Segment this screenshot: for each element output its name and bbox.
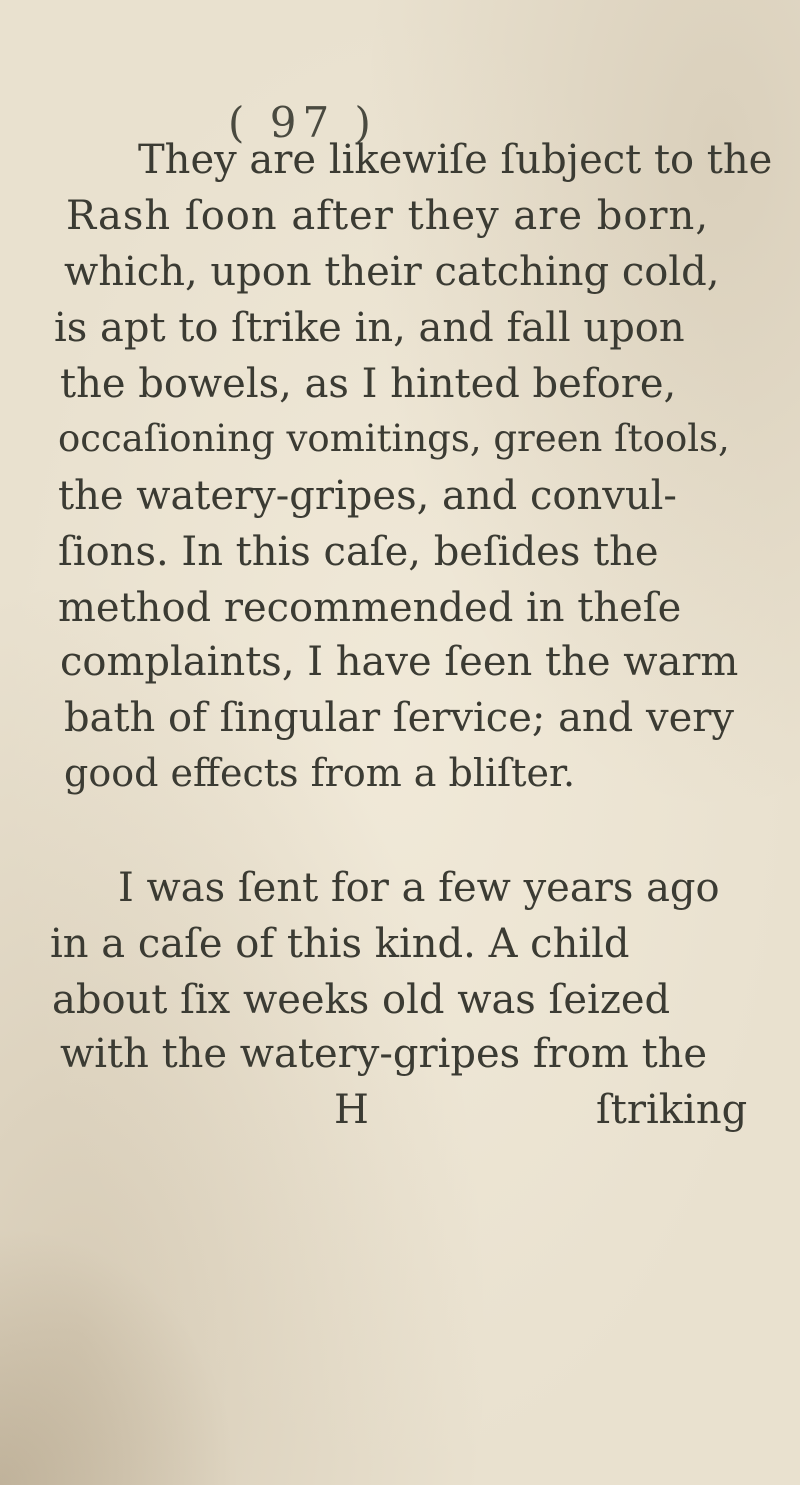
- text-line: is apt to ſtrike in, and fall upon: [54, 305, 685, 351]
- text-line: Rash ſoon after they are born,: [66, 193, 710, 239]
- text-line: good effects from a bliſter.: [64, 751, 576, 795]
- text-line: They are likewiſe ſubject to the: [138, 137, 773, 183]
- text-line: I was ſent for a few years ago: [118, 865, 720, 911]
- text-line: the watery-gripes, and convul-: [58, 473, 677, 519]
- signature-mark: H: [334, 1087, 369, 1133]
- text-line: with the watery-gripes from the: [60, 1031, 708, 1077]
- text-line: about ſix weeks old was ſeized: [52, 977, 671, 1023]
- catchword: ſtriking: [596, 1087, 748, 1133]
- text-line: which, upon their catching cold,: [64, 249, 720, 295]
- text-line: occaſioning vomitings, green ſtools,: [58, 417, 730, 460]
- page-number: ( 97 ): [228, 98, 377, 147]
- text-line: ſions. In this caſe, beſides the: [58, 529, 659, 575]
- text-line: bath of ſingular ſervice; and very: [64, 695, 734, 741]
- paper-stain: [0, 1225, 240, 1485]
- text-line: method recommended in theſe: [58, 585, 682, 631]
- text-line: the bowels, as I hinted before,: [60, 361, 677, 407]
- text-line: in a caſe of this kind. A child: [50, 921, 630, 967]
- text-line: complaints, I have ſeen the warm: [60, 639, 739, 685]
